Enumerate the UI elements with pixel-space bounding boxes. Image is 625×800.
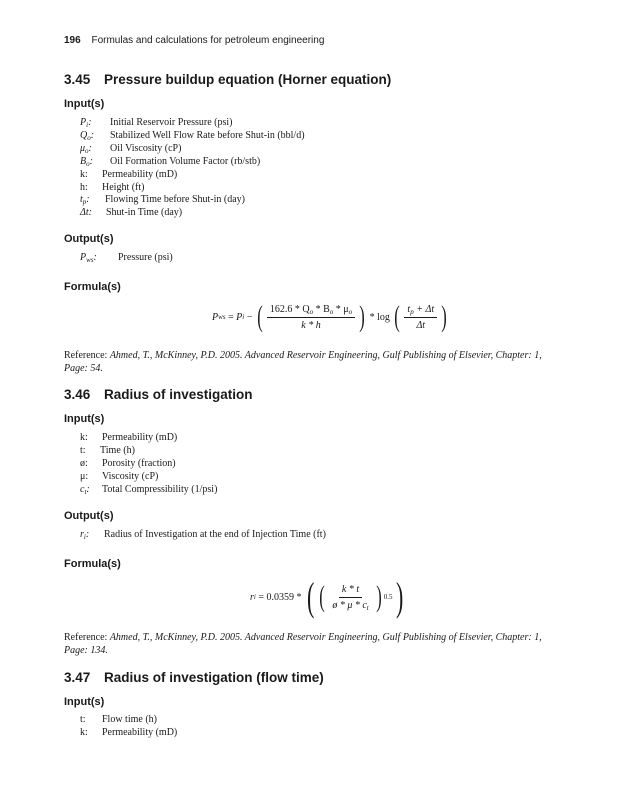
list-item: $t_p$: Flowing Time before Shut-in (day) [80,194,245,207]
input-heading: Input(s) [64,98,105,110]
log-fraction: $\frac{t_p + \Delta t}{\Delta t}$ [404,304,437,331]
formula-heading: Formula(s) [64,558,121,570]
list-item: ø: Porosity (fraction) [80,457,176,469]
section-number: 3.47 [64,670,91,685]
section-heading: Radius of investigation (flow time) [104,670,324,685]
list-item: k: Permeability (mD) [80,168,178,180]
section-title-3-45 [64,72,391,87]
horner-fraction: $\frac{162.6 * Q_o * B_o * \mu_o}{k * h}$ [267,304,355,331]
input-list [80,432,217,497]
list-item: $\mu_o$: Oil Viscosity (cP) [80,142,182,155]
list-item: $B_o$: Oil Formation Volume Factor (rb/stb) [80,155,261,168]
reference-3-46: Reference: Ahmed, T., McKinney, P.D. 2005. Advanced Reservoir Engineering, Gulf Publishing of Elsevier, Chapter: 1, Page: 134. [64,632,542,656]
section-number: 3.46 [64,387,91,402]
page-number: 196 [64,35,81,46]
list-item: $P_{ws}$: Pressure (psi) [80,252,173,264]
section-heading: Radius of investigation [104,387,253,402]
list-item: $P_i$: Initial Reservoir Pressure (psi) [80,117,233,129]
input-heading: Input(s) [64,413,105,425]
horner-formula: P ws = P i − ( $\frac{162.6 * Q_o * B_o * \mu_o}{k * h}$ ) * log ( $\frac{t_p + \Delta t}{\Delta t}$ ) [212,300,447,333]
running-title: Formulas and calculations for petroleum engineering [91,35,325,46]
output-list [80,529,326,542]
output-heading: Output(s) [64,510,114,522]
formula-heading: Formula(s) [64,281,121,293]
list-item: k: Permeability (mD) [80,726,178,738]
radius-formula: r i = 0.0359 * ( ( $\frac{k * t}{ø * \mu * c_t}$ ) 0.5 ) [250,574,403,619]
reference-3-45: Reference: Ahmed, T., McKinney, P.D. 2005. Advanced Reservoir Engineering, Gulf Publishing of Elsevier, Chapter: 1, Page: 54. [64,350,542,374]
running-header [64,35,324,46]
section-number: 3.45 [64,72,91,87]
list-item: t: Time (h) [80,444,135,456]
output-heading: Output(s) [64,233,114,245]
list-item: $Q_o$: Stabilized Well Flow Rate before Shut-in (bbl/d) [80,129,305,142]
section-title-3-47 [64,670,324,685]
list-item: k: Permeability (mD) [80,432,178,443]
input-list [80,117,305,220]
list-item: μ: Viscosity (cP) [80,470,159,482]
radius-fraction: $\frac{k * t}{ø * \mu * c_t}$ [332,583,369,612]
section-title-3-46 [64,387,253,402]
list-item: $c_t$: Total Compressibility (1/psi) [80,483,218,496]
input-list [80,714,177,740]
list-item: t: Flow time (h) [80,714,157,725]
input-heading: Input(s) [64,696,105,708]
list-item: $r_i$: Radius of Investigation at the end of Injection Time (ft) [80,529,326,541]
list-item: h: Height (ft) [80,181,145,193]
list-item: Δt: Shut-in Time (day) [80,207,183,219]
output-list [80,252,173,265]
section-heading: Pressure buildup equation (Horner equation) [104,72,392,87]
